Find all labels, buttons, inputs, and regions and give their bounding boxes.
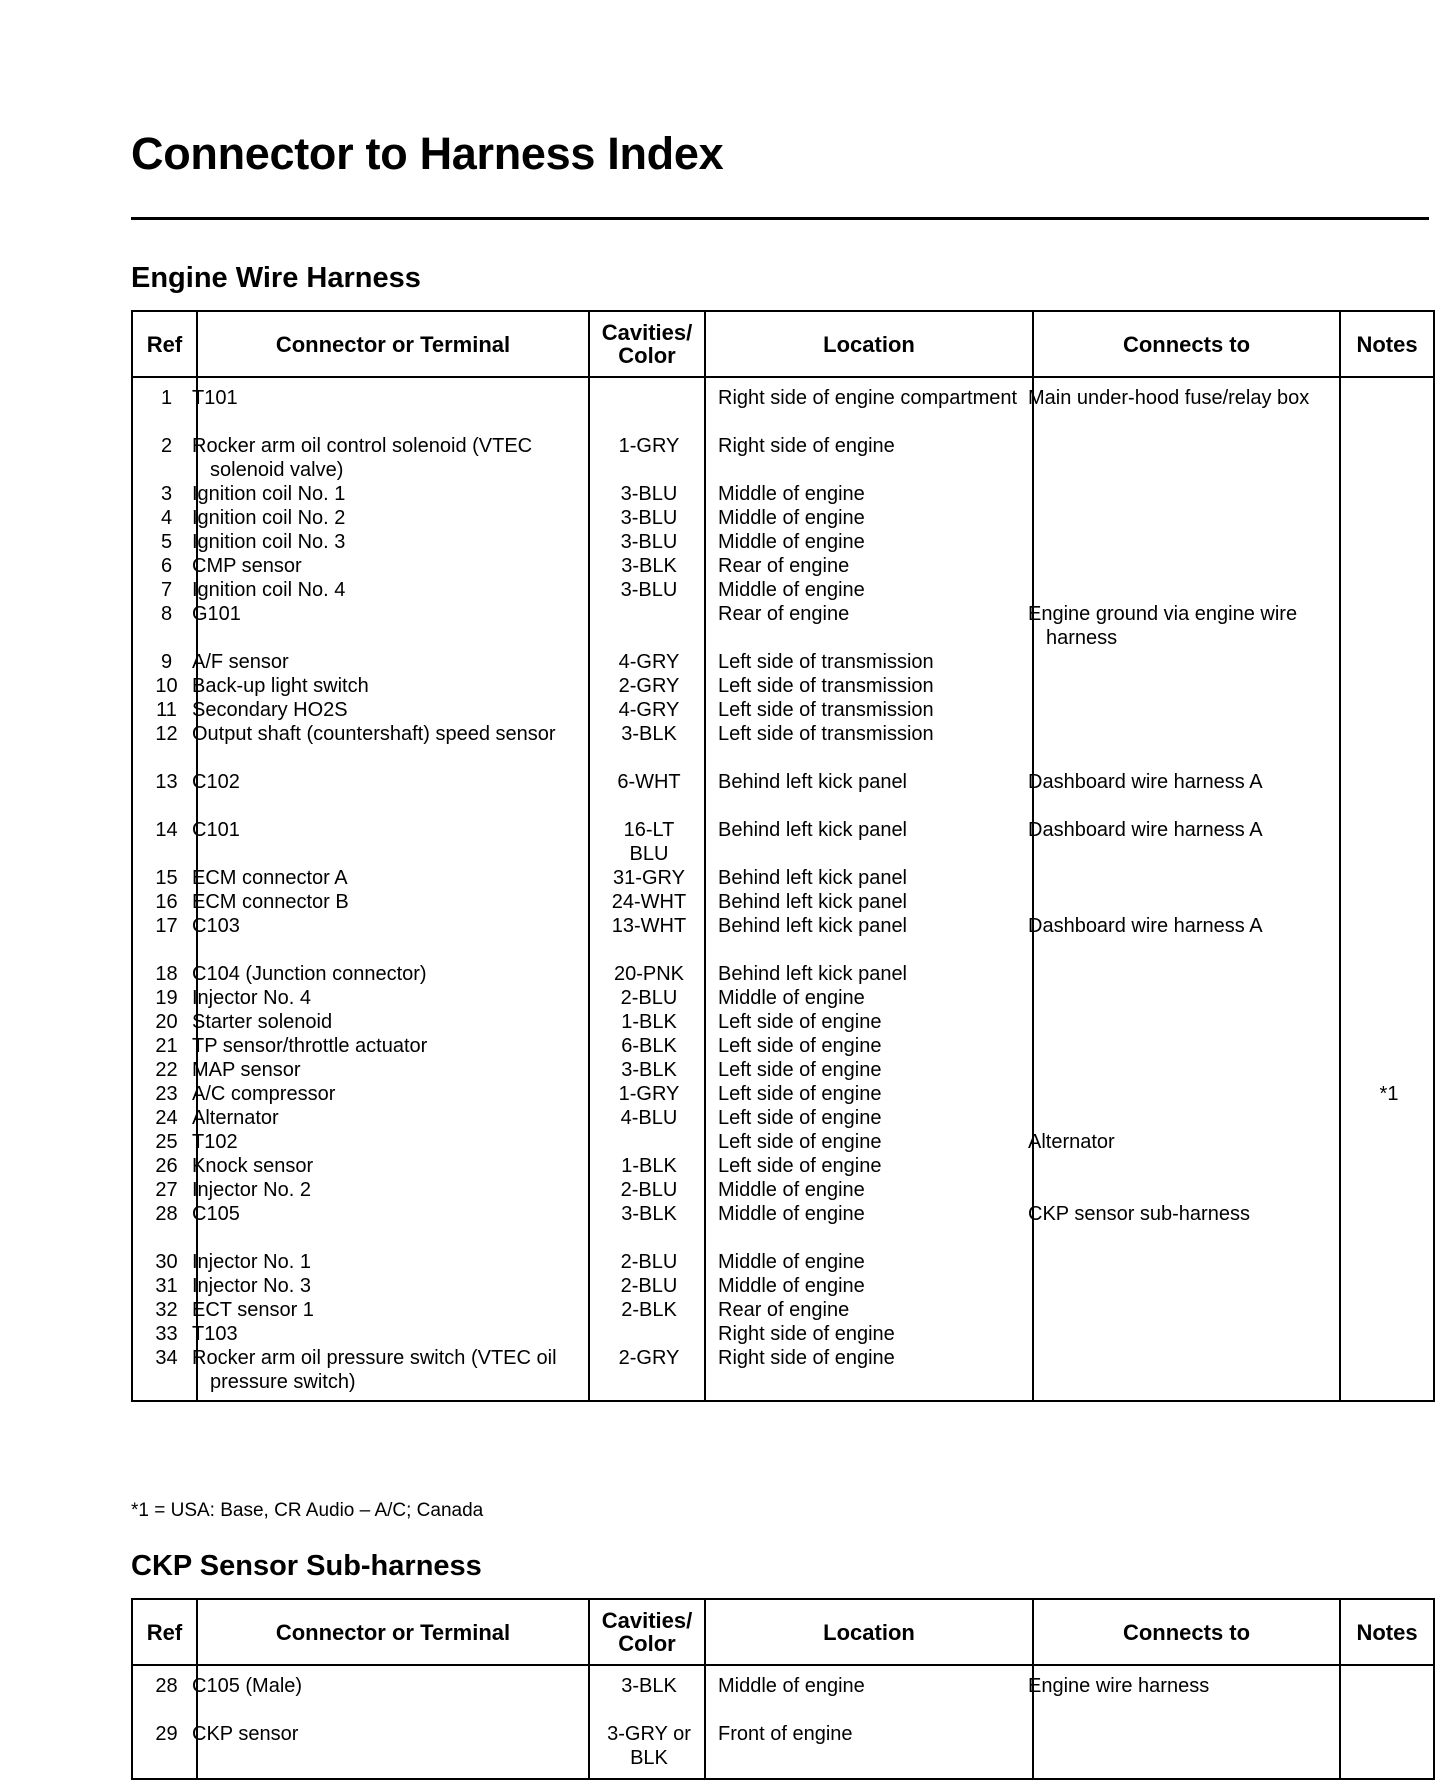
cell-cavities: 20-PNK bbox=[589, 962, 705, 986]
cell-connects-to bbox=[1033, 578, 1340, 602]
col-header-cavities: Cavities/ Color bbox=[589, 311, 705, 377]
table-row bbox=[132, 986, 1434, 1010]
cell-connects-to bbox=[1033, 1346, 1340, 1401]
table-row bbox=[132, 698, 1434, 722]
cell-ref: 8 bbox=[132, 602, 197, 650]
cell-location: Front of engine bbox=[705, 1722, 1033, 1779]
cell-notes bbox=[1340, 1722, 1434, 1779]
cell-connects-to: Engine wire harness bbox=[1033, 1665, 1340, 1722]
col-header-connects-to: Connects to bbox=[1033, 1599, 1340, 1665]
cell-connects-to: CKP sensor sub-harness bbox=[1033, 1202, 1340, 1250]
cell-connects-to: Dashboard wire harness A bbox=[1033, 818, 1340, 866]
cell-connector: ECM connector A bbox=[197, 866, 589, 890]
cell-location: Left side of transmission bbox=[705, 722, 1033, 770]
engine-harness-table bbox=[131, 310, 1435, 1402]
cell-cavities: 1-GRY bbox=[589, 1082, 705, 1106]
cell-ref: 25 bbox=[132, 1130, 197, 1154]
cell-connects-to bbox=[1033, 722, 1340, 770]
cell-location: Left side of engine bbox=[705, 1154, 1033, 1178]
cell-location: Left side of engine bbox=[705, 1034, 1033, 1058]
cell-cavities: 16-LT BLU bbox=[589, 818, 705, 866]
table-row bbox=[132, 1106, 1434, 1130]
cell-cavities: 1-BLK bbox=[589, 1154, 705, 1178]
cell-connector: ECM connector B bbox=[197, 890, 589, 914]
cell-ref: 32 bbox=[132, 1298, 197, 1322]
cell-connects-to bbox=[1033, 1250, 1340, 1274]
table-row bbox=[132, 1322, 1434, 1346]
col-header-notes: Notes bbox=[1340, 311, 1434, 377]
cell-cavities: 3-BLK bbox=[589, 1665, 705, 1722]
table-row bbox=[132, 377, 1434, 434]
title-divider bbox=[131, 217, 1429, 220]
cell-connects-to bbox=[1033, 1322, 1340, 1346]
cell-cavities: 3-GRY or BLK bbox=[589, 1722, 705, 1779]
cell-connector: Back-up light switch bbox=[197, 674, 589, 698]
table-header-row bbox=[132, 311, 1434, 377]
cell-cavities: 2-GRY bbox=[589, 1346, 705, 1401]
table-row bbox=[132, 434, 1434, 482]
cell-notes bbox=[1340, 698, 1434, 722]
cell-notes bbox=[1340, 1346, 1434, 1401]
cell-ref: 13 bbox=[132, 770, 197, 818]
cell-location: Left side of engine bbox=[705, 1010, 1033, 1034]
cell-connects-to bbox=[1033, 1034, 1340, 1058]
cell-cavities: 2-BLU bbox=[589, 1250, 705, 1274]
cell-ref: 24 bbox=[132, 1106, 197, 1130]
cell-connects-to bbox=[1033, 866, 1340, 890]
cell-connector: TP sensor/throttle actuator bbox=[197, 1034, 589, 1058]
cell-cavities: 2-GRY bbox=[589, 674, 705, 698]
cell-notes bbox=[1340, 986, 1434, 1010]
cell-location: Middle of engine bbox=[705, 1178, 1033, 1202]
col-header-connects-to: Connects to bbox=[1033, 311, 1340, 377]
cell-location: Right side of engine bbox=[705, 1346, 1033, 1401]
table-row bbox=[132, 506, 1434, 530]
cell-ref: 30 bbox=[132, 1250, 197, 1274]
cell-notes bbox=[1340, 1106, 1434, 1130]
table-row bbox=[132, 1665, 1434, 1722]
cell-ref: 12 bbox=[132, 722, 197, 770]
table-row bbox=[132, 1154, 1434, 1178]
cell-cavities: 2-BLU bbox=[589, 1274, 705, 1298]
cell-notes bbox=[1340, 722, 1434, 770]
col-header-cavities: Cavities/ Color bbox=[589, 1599, 705, 1665]
table-row bbox=[132, 818, 1434, 866]
cell-connector: ECT sensor 1 bbox=[197, 1298, 589, 1322]
cell-ref: 26 bbox=[132, 1154, 197, 1178]
cell-connects-to: Dashboard wire harness A bbox=[1033, 914, 1340, 962]
page-title: Connector to Harness Index bbox=[131, 128, 724, 179]
cell-location: Left side of transmission bbox=[705, 650, 1033, 674]
cell-cavities: 1-BLK bbox=[589, 1010, 705, 1034]
cell-ref: 11 bbox=[132, 698, 197, 722]
cell-connects-to bbox=[1033, 890, 1340, 914]
table-row bbox=[132, 722, 1434, 770]
cell-cavities: 2-BLK bbox=[589, 1298, 705, 1322]
cell-cavities: 4-GRY bbox=[589, 650, 705, 674]
table-header-row bbox=[132, 1599, 1434, 1665]
cell-connects-to: Dashboard wire harness A bbox=[1033, 770, 1340, 818]
cell-connector: Injector No. 4 bbox=[197, 986, 589, 1010]
cell-connects-to bbox=[1033, 1106, 1340, 1130]
cell-cavities: 3-BLU bbox=[589, 578, 705, 602]
table-row bbox=[132, 1202, 1434, 1250]
cell-connector: Secondary HO2S bbox=[197, 698, 589, 722]
cell-connector: T101 bbox=[197, 377, 589, 434]
cell-connects-to: Alternator bbox=[1033, 1130, 1340, 1154]
table-row bbox=[132, 1274, 1434, 1298]
cell-ref: 5 bbox=[132, 530, 197, 554]
cell-cavities: 2-BLU bbox=[589, 1178, 705, 1202]
ckp-harness-table bbox=[131, 1598, 1435, 1780]
cell-location: Right side of engine bbox=[705, 434, 1033, 482]
cell-notes: *1 bbox=[1340, 1082, 1434, 1106]
cell-cavities: 6-BLK bbox=[589, 1034, 705, 1058]
cell-connects-to bbox=[1033, 530, 1340, 554]
cell-connects-to bbox=[1033, 698, 1340, 722]
cell-notes bbox=[1340, 1130, 1434, 1154]
table-row bbox=[132, 1058, 1434, 1082]
cell-connects-to bbox=[1033, 650, 1340, 674]
table-row bbox=[132, 1082, 1434, 1106]
cell-connector: A/F sensor bbox=[197, 650, 589, 674]
cell-cavities: 31-GRY bbox=[589, 866, 705, 890]
cell-location: Behind left kick panel bbox=[705, 770, 1033, 818]
cell-location: Middle of engine bbox=[705, 482, 1033, 506]
cell-ref: 1 bbox=[132, 377, 197, 434]
table-row bbox=[132, 1346, 1434, 1401]
table-row bbox=[132, 1034, 1434, 1058]
cell-location: Middle of engine bbox=[705, 530, 1033, 554]
cell-location: Behind left kick panel bbox=[705, 866, 1033, 890]
cell-ref: 23 bbox=[132, 1082, 197, 1106]
table-row bbox=[132, 1130, 1434, 1154]
table-row bbox=[132, 1722, 1434, 1779]
table-row bbox=[132, 554, 1434, 578]
cell-ref: 2 bbox=[132, 434, 197, 482]
cell-connector: Injector No. 2 bbox=[197, 1178, 589, 1202]
cell-ref: 19 bbox=[132, 986, 197, 1010]
col-header-ref: Ref bbox=[132, 1599, 197, 1665]
cell-notes bbox=[1340, 602, 1434, 650]
cell-ref: 20 bbox=[132, 1010, 197, 1034]
cell-cavities: 4-GRY bbox=[589, 698, 705, 722]
cell-location: Middle of engine bbox=[705, 1202, 1033, 1250]
cell-location: Middle of engine bbox=[705, 578, 1033, 602]
cell-ref: 22 bbox=[132, 1058, 197, 1082]
cell-notes bbox=[1340, 770, 1434, 818]
cell-connects-to bbox=[1033, 1274, 1340, 1298]
cell-cavities: 4-BLU bbox=[589, 1106, 705, 1130]
cell-connector: T103 bbox=[197, 1322, 589, 1346]
table-row bbox=[132, 890, 1434, 914]
cell-location: Middle of engine bbox=[705, 506, 1033, 530]
cell-notes bbox=[1340, 578, 1434, 602]
cell-location: Left side of engine bbox=[705, 1106, 1033, 1130]
cell-location: Left side of engine bbox=[705, 1082, 1033, 1106]
col-header-ref: Ref bbox=[132, 311, 197, 377]
cell-ref: 9 bbox=[132, 650, 197, 674]
table-row bbox=[132, 1178, 1434, 1202]
cell-ref: 15 bbox=[132, 866, 197, 890]
cell-location: Middle of engine bbox=[705, 1665, 1033, 1722]
cell-cavities: 3-BLK bbox=[589, 1058, 705, 1082]
cell-ref: 7 bbox=[132, 578, 197, 602]
cell-connects-to bbox=[1033, 986, 1340, 1010]
cell-cavities: 6-WHT bbox=[589, 770, 705, 818]
cell-connects-to bbox=[1033, 506, 1340, 530]
cell-notes bbox=[1340, 818, 1434, 866]
cell-notes bbox=[1340, 554, 1434, 578]
cell-notes bbox=[1340, 1274, 1434, 1298]
engine-harness-title: Engine Wire Harness bbox=[131, 262, 421, 294]
cell-connector: C105 (Male) bbox=[197, 1665, 589, 1722]
cell-notes bbox=[1340, 482, 1434, 506]
cell-connector: A/C compressor bbox=[197, 1082, 589, 1106]
table-row bbox=[132, 770, 1434, 818]
cell-cavities: 1-GRY bbox=[589, 434, 705, 482]
cell-cavities: 3-BLK bbox=[589, 722, 705, 770]
cell-connector: Starter solenoid bbox=[197, 1010, 589, 1034]
cell-cavities: 3-BLU bbox=[589, 482, 705, 506]
cell-notes bbox=[1340, 674, 1434, 698]
cell-notes bbox=[1340, 506, 1434, 530]
cell-connector: Output shaft (countershaft) speed sensor bbox=[197, 722, 589, 770]
cell-connects-to bbox=[1033, 1010, 1340, 1034]
table-row bbox=[132, 530, 1434, 554]
cell-location: Behind left kick panel bbox=[705, 890, 1033, 914]
cell-connector: Knock sensor bbox=[197, 1154, 589, 1178]
cell-connector: G101 bbox=[197, 602, 589, 650]
cell-notes bbox=[1340, 1298, 1434, 1322]
cell-ref: 3 bbox=[132, 482, 197, 506]
footnote: *1 = USA: Base, CR Audio – A/C; Canada bbox=[131, 1500, 484, 1521]
cell-notes bbox=[1340, 1058, 1434, 1082]
cell-cavities: 2-BLU bbox=[589, 986, 705, 1010]
cell-connector: C105 bbox=[197, 1202, 589, 1250]
cell-ref: 18 bbox=[132, 962, 197, 986]
cell-location: Rear of engine bbox=[705, 1298, 1033, 1322]
cell-location: Right side of engine bbox=[705, 1322, 1033, 1346]
cell-location: Left side of transmission bbox=[705, 698, 1033, 722]
cell-connects-to bbox=[1033, 962, 1340, 986]
cell-connects-to bbox=[1033, 554, 1340, 578]
cell-connects-to bbox=[1033, 482, 1340, 506]
cell-connector: Ignition coil No. 1 bbox=[197, 482, 589, 506]
cell-connector: CMP sensor bbox=[197, 554, 589, 578]
cell-connector: C104 (Junction connector) bbox=[197, 962, 589, 986]
cell-connector: Rocker arm oil pressure switch (VTEC oil pressure switch) bbox=[197, 1346, 589, 1401]
cell-connects-to bbox=[1033, 674, 1340, 698]
cell-notes bbox=[1340, 1202, 1434, 1250]
cell-cavities: 24-WHT bbox=[589, 890, 705, 914]
cell-connects-to bbox=[1033, 1154, 1340, 1178]
cell-location: Behind left kick panel bbox=[705, 818, 1033, 866]
table-row bbox=[132, 602, 1434, 650]
col-header-location: Location bbox=[705, 311, 1033, 377]
cell-notes bbox=[1340, 377, 1434, 434]
cell-connector: Injector No. 3 bbox=[197, 1274, 589, 1298]
cell-location: Left side of engine bbox=[705, 1130, 1033, 1154]
cell-notes bbox=[1340, 1322, 1434, 1346]
cell-notes bbox=[1340, 434, 1434, 482]
table-row bbox=[132, 914, 1434, 962]
cell-connector: Alternator bbox=[197, 1106, 589, 1130]
cell-cavities: 3-BLU bbox=[589, 530, 705, 554]
cell-connector: CKP sensor bbox=[197, 1722, 589, 1779]
cell-notes bbox=[1340, 890, 1434, 914]
table-row bbox=[132, 650, 1434, 674]
cell-ref: 10 bbox=[132, 674, 197, 698]
cell-connects-to bbox=[1033, 1298, 1340, 1322]
cell-location: Middle of engine bbox=[705, 986, 1033, 1010]
cell-ref: 28 bbox=[132, 1665, 197, 1722]
cell-ref: 21 bbox=[132, 1034, 197, 1058]
cell-notes bbox=[1340, 1250, 1434, 1274]
cell-connector: Injector No. 1 bbox=[197, 1250, 589, 1274]
cell-ref: 34 bbox=[132, 1346, 197, 1401]
cell-location: Right side of engine compartment bbox=[705, 377, 1033, 434]
cell-ref: 29 bbox=[132, 1722, 197, 1779]
cell-ref: 16 bbox=[132, 890, 197, 914]
ckp-harness-title: CKP Sensor Sub-harness bbox=[131, 1550, 482, 1582]
cell-notes bbox=[1340, 866, 1434, 890]
cell-connector: Rocker arm oil control solenoid (VTEC solenoid valve) bbox=[197, 434, 589, 482]
cell-ref: 6 bbox=[132, 554, 197, 578]
cell-location: Left side of transmission bbox=[705, 674, 1033, 698]
cell-connects-to bbox=[1033, 1722, 1340, 1779]
cell-ref: 14 bbox=[132, 818, 197, 866]
cell-location: Behind left kick panel bbox=[705, 914, 1033, 962]
cell-cavities: 3-BLK bbox=[589, 554, 705, 578]
cell-connector: Ignition coil No. 4 bbox=[197, 578, 589, 602]
cell-notes bbox=[1340, 962, 1434, 986]
cell-location: Rear of engine bbox=[705, 602, 1033, 650]
cell-cavities bbox=[589, 1322, 705, 1346]
cell-notes bbox=[1340, 1034, 1434, 1058]
cell-connects-to bbox=[1033, 1178, 1340, 1202]
col-header-connector: Connector or Terminal bbox=[197, 1599, 589, 1665]
cell-location: Middle of engine bbox=[705, 1274, 1033, 1298]
cell-connector: C103 bbox=[197, 914, 589, 962]
cell-notes bbox=[1340, 530, 1434, 554]
col-header-connector: Connector or Terminal bbox=[197, 311, 589, 377]
cell-ref: 28 bbox=[132, 1202, 197, 1250]
cell-connector: Ignition coil No. 3 bbox=[197, 530, 589, 554]
cell-notes bbox=[1340, 650, 1434, 674]
col-header-location: Location bbox=[705, 1599, 1033, 1665]
cell-notes bbox=[1340, 1178, 1434, 1202]
cell-connector: C102 bbox=[197, 770, 589, 818]
cell-location: Middle of engine bbox=[705, 1250, 1033, 1274]
cell-ref: 31 bbox=[132, 1274, 197, 1298]
table-row bbox=[132, 962, 1434, 986]
cell-notes bbox=[1340, 1665, 1434, 1722]
table-row bbox=[132, 482, 1434, 506]
cell-connects-to bbox=[1033, 1082, 1340, 1106]
cell-connector: MAP sensor bbox=[197, 1058, 589, 1082]
table-row bbox=[132, 1250, 1434, 1274]
cell-location: Rear of engine bbox=[705, 554, 1033, 578]
cell-cavities: 13-WHT bbox=[589, 914, 705, 962]
cell-ref: 4 bbox=[132, 506, 197, 530]
table-row bbox=[132, 674, 1434, 698]
table-row bbox=[132, 1010, 1434, 1034]
cell-cavities: 3-BLU bbox=[589, 506, 705, 530]
cell-location: Left side of engine bbox=[705, 1058, 1033, 1082]
cell-location: Behind left kick panel bbox=[705, 962, 1033, 986]
table-row bbox=[132, 866, 1434, 890]
cell-ref: 27 bbox=[132, 1178, 197, 1202]
cell-connector: C101 bbox=[197, 818, 589, 866]
cell-cavities: 3-BLK bbox=[589, 1202, 705, 1250]
cell-ref: 33 bbox=[132, 1322, 197, 1346]
cell-connector: Ignition coil No. 2 bbox=[197, 506, 589, 530]
table-row bbox=[132, 578, 1434, 602]
table-row bbox=[132, 1298, 1434, 1322]
cell-notes bbox=[1340, 1154, 1434, 1178]
col-header-notes: Notes bbox=[1340, 1599, 1434, 1665]
cell-connects-to: Main under-hood fuse/relay box bbox=[1033, 377, 1340, 434]
cell-connector: T102 bbox=[197, 1130, 589, 1154]
cell-notes bbox=[1340, 1010, 1434, 1034]
cell-notes bbox=[1340, 914, 1434, 962]
cell-cavities bbox=[589, 602, 705, 650]
cell-ref: 17 bbox=[132, 914, 197, 962]
cell-cavities bbox=[589, 377, 705, 434]
cell-connects-to: Engine ground via engine wire harness bbox=[1033, 602, 1340, 650]
cell-connects-to bbox=[1033, 434, 1340, 482]
cell-cavities bbox=[589, 1130, 705, 1154]
cell-connects-to bbox=[1033, 1058, 1340, 1082]
